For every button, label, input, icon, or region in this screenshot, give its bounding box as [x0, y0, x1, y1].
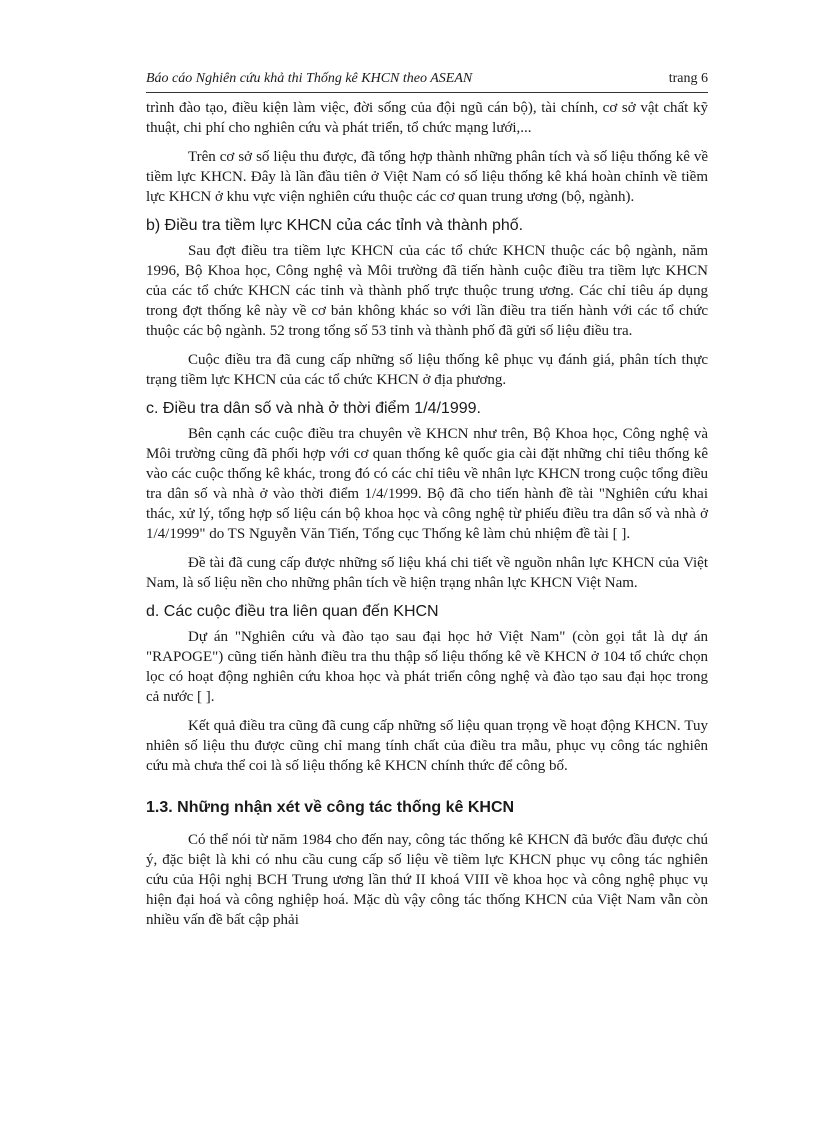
section-heading-c: c. Điều tra dân số và nhà ở thời điểm 1/4/1999.	[146, 400, 481, 417]
running-header	[146, 68, 708, 93]
paragraph: Bên cạnh các cuộc điều tra chuyên về KHCN như trên, Bộ Khoa học, Công nghệ và Môi trường cũng đã phối hợp với cơ quan thống kê quốc gia cài đặt những chỉ tiêu thống kê vào các cuộc thống kê khác, trong đó có các chỉ tiêu về nhân lực KHCN trong cuộc tổng điều tra dân số và nhà ở vào thời điểm 1/4/1999. Bộ đã cho tiến hành đề tài "Nghiên cứu khai thác, xử lý, tổng hợp số liệu cán bộ khoa học và công nghệ từ phiếu điều tra dân số và nhà ở 1/4/1999" do TS Nguyễn Văn Tiến, Tổng cục Thống kê làm chủ nhiệm đề tài [ ].	[146, 426, 708, 542]
paragraph: Sau đợt điều tra tiềm lực KHCN của các tổ chức KHCN thuộc các bộ ngành, năm 1996, Bộ Khoa học, Công nghệ và Môi trường đã tiến hành cuộc điều tra tiềm lực KHCN của các tổ chức KHCN các tỉnh và thành phố trực thuộc trung ương. Các chỉ tiêu áp dụng trong đợt thống kê này về cơ bản không khác so với lần điều tra tiến hành với các tổ chức thuộc các bộ ngành. 52 trong tổng số 53 tỉnh và thành phố đã gửi số liệu điều tra.	[146, 243, 708, 339]
paragraph: Kết quả điều tra cũng đã cung cấp những số liệu quan trọng về hoạt động KHCN. Tuy nhiên số liệu thu được cũng chỉ mang tính chất của điều tra mẫu, phục vụ công tác nghiên cứu mà chưa thể coi là số liệu thống kê KHCN chính thức để công bố.	[146, 718, 708, 774]
section-heading-b: b) Điều tra tiềm lực KHCN của các tỉnh và thành phố.	[146, 217, 524, 234]
page-body	[146, 98, 708, 930]
section-heading-1-3: 1.3. Những nhận xét về công tác thống kê KHCN	[146, 799, 515, 816]
header-title: Báo cáo Nghiên cứu khả thi Thống kê KHCN theo ASEAN	[146, 71, 473, 86]
paragraph: Đề tài đã cung cấp được những số liệu khá chi tiết về nguồn nhân lực KHCN của Việt Nam, là số liệu nền cho những phân tích về hiện trạng nhân lực KHCN Việt Nam.	[146, 555, 708, 591]
page-number: trang 6	[668, 71, 708, 86]
paragraph: Trên cơ sở số liệu thu được, đã tổng hợp thành những phân tích và số liệu thống kê về tiềm lực KHCN. Đây là lần đầu tiên ở Việt Nam có số liệu thống kê khá hoàn chỉnh về tiềm lực KHCN ở khu vực viện nghiên cứu thuộc các cơ quan trung ương (bộ, ngành).	[146, 149, 708, 205]
paragraph: Cuộc điều tra đã cung cấp những số liệu thống kê phục vụ đánh giá, phân tích thực trạng tiềm lực KHCN của các tổ chức KHCN ở địa phương.	[146, 352, 708, 388]
paragraph-continuation: trình đào tạo, điều kiện làm việc, đời sống của đội ngũ cán bộ), tài chính, cơ sở vật chất kỹ thuật, chi phí cho nghiên cứu và phát triển, tổ chức mạng lưới,...	[146, 100, 708, 136]
paragraph: Có thể nói từ năm 1984 cho đến nay, công tác thống kê KHCN đã bước đầu được chú ý, đặc biệt là khi có nhu cầu cung cấp số liệu về tiềm lực KHCN phục vụ công tác nghiên cứu của Hội nghị BCH Trung ương lần thứ II khoá VIII về khoa học và công nghệ phục vụ hiện đại hoá và công nghiệp hoá. Mặc dù vậy công tác thống KHCN của Việt Nam vẫn còn nhiều vấn đề bất cập phải	[146, 832, 708, 928]
paragraph: Dự án "Nghiên cứu và đào tạo sau đại học hở Việt Nam" (còn gọi tắt là dự án "RAPOGE") cũng tiến hành điều tra thu thập số liệu thống kê về KHCN ở 104 tổ chức chọn lọc có hoạt động nghiên cứu khoa học và phát triển công nghệ và đào tạo sau đại học trong cả nước [ ].	[146, 629, 708, 705]
section-heading-d: d. Các cuộc điều tra liên quan đến KHCN	[146, 603, 439, 620]
